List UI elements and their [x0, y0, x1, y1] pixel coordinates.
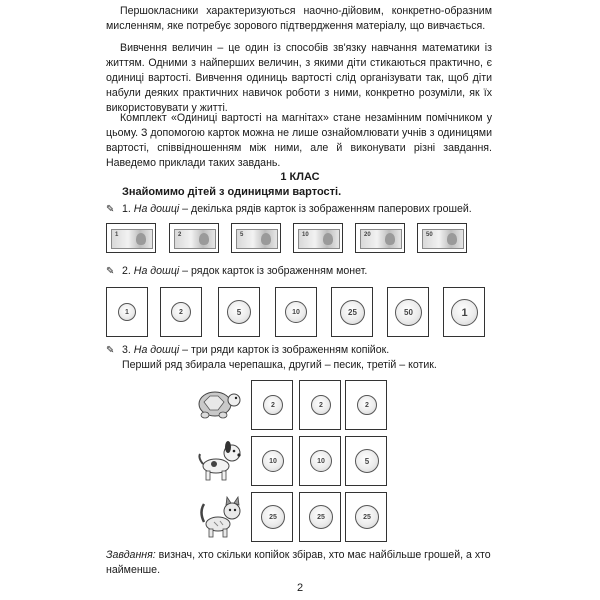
- task-1-lead: На дошці: [133, 203, 180, 215]
- assignment: [106, 548, 496, 578]
- coin-image: 10: [285, 301, 307, 323]
- task-1-number: 1.: [122, 203, 131, 215]
- dog-icon: [196, 438, 244, 484]
- coin-card: [387, 287, 429, 337]
- task-2-lead: На дошці: [133, 265, 180, 277]
- page-number: 2: [296, 582, 304, 594]
- coin-card: [106, 287, 148, 337]
- coin-card: [299, 492, 341, 542]
- banknote-card: [355, 223, 405, 253]
- coin-image: 50: [395, 299, 422, 326]
- assignment-text: визнач, хто скільки копійок збірав, хто має найбільше грошей, а хто найменше.: [106, 549, 491, 576]
- task-1-text: – декілька рядів карток із зображенням паперових грошей.: [179, 203, 472, 215]
- coin-card: [345, 436, 387, 486]
- banknote-card: [231, 223, 281, 253]
- coin-card: [345, 492, 387, 542]
- coin-image: 10: [310, 450, 332, 472]
- coin-image: 5: [355, 449, 379, 473]
- banknote-image: 1: [111, 229, 153, 249]
- coin-card: [345, 380, 387, 430]
- coin-image: 5: [227, 300, 251, 324]
- banknote-image: 5: [236, 229, 278, 249]
- banknote-image: 2: [174, 229, 216, 249]
- banknote-card: [293, 223, 343, 253]
- coin-image: 1: [118, 303, 136, 321]
- coin-card: [299, 380, 341, 430]
- assignment-label: Завдання:: [106, 549, 156, 561]
- banknote-card: [417, 223, 467, 253]
- pencil-icon: ✎: [106, 266, 115, 277]
- banknote-card: [106, 223, 156, 253]
- coin-image: 2: [311, 395, 331, 415]
- intro-paragraph-1: Першокласники характеризуються наочно-дійовим, конкретно-образним мисленням, яке потребує зорового підтвердження матеріалу, що вивчається.: [106, 5, 492, 32]
- section-title: 1 КЛАС: [280, 171, 320, 183]
- task-1: [106, 202, 472, 217]
- banknote-card: [169, 223, 219, 253]
- intro-paragraph-2: Вивчення величин – це один із способів зв'язку навчання математики із життям. Одними з найперших величин, з якими діти стикаються практично, є одиниці вартості. Вивчення одиниць вартості слід організувати так, щоб діти набули деяких практичних навичок роботи з ними, конкретно розуміли, як їх використовувати у житті.: [106, 42, 492, 114]
- pencil-icon: ✎: [106, 345, 115, 356]
- banknote-image: 20: [360, 229, 402, 249]
- task-2-number: 2.: [122, 265, 131, 277]
- intro-paragraph-3: Комплект «Одиниці вартості на магнітах» стане незамінним помічником у цьому. З допомогою карток можна не лише ознайомлювати учнів з одиницями вартості, співвідношенням між ними, але й виконувати різні завдання. Наведемо приклади таких завдань.: [106, 112, 492, 169]
- coin-image: 25: [340, 300, 365, 325]
- coin-card: [251, 492, 293, 542]
- coin-image: 2: [357, 395, 377, 415]
- coin-image: 2: [263, 395, 283, 415]
- coin-card: [218, 287, 260, 337]
- coin-image: 25: [261, 505, 285, 529]
- coin-card: [299, 436, 341, 486]
- coin-image: 2: [171, 302, 191, 322]
- coin-image: 25: [355, 505, 379, 529]
- coin-card: [275, 287, 317, 337]
- coin-card: [443, 287, 485, 337]
- coin-card: [160, 287, 202, 337]
- section-subtitle: Знайомимо дітей з одиницями вартості.: [122, 186, 342, 198]
- task-3: [106, 343, 389, 358]
- coin-image: 10: [262, 450, 284, 472]
- coin-image: 25: [309, 505, 333, 529]
- task-3-lead: На дошці: [133, 344, 180, 356]
- pencil-icon: ✎: [106, 204, 115, 215]
- task-2-text: – рядок карток із зображенням монет.: [179, 265, 368, 277]
- coin-card: [251, 436, 293, 486]
- task-2: [106, 264, 367, 279]
- cat-icon: [196, 494, 244, 540]
- task-3-number: 3.: [122, 344, 131, 356]
- coin-card: [251, 380, 293, 430]
- banknote-image: 50: [422, 229, 464, 249]
- banknote-image: 10: [298, 229, 340, 249]
- coin-image: 1: [451, 299, 478, 326]
- coin-card: [331, 287, 373, 337]
- turtle-icon: [196, 382, 242, 422]
- task-3-text: – три ряди карток із зображенням копійок.: [179, 344, 390, 356]
- task-3-line-2: Перший ряд збирала черепашка, другий – песик, третій – котик.: [122, 359, 437, 371]
